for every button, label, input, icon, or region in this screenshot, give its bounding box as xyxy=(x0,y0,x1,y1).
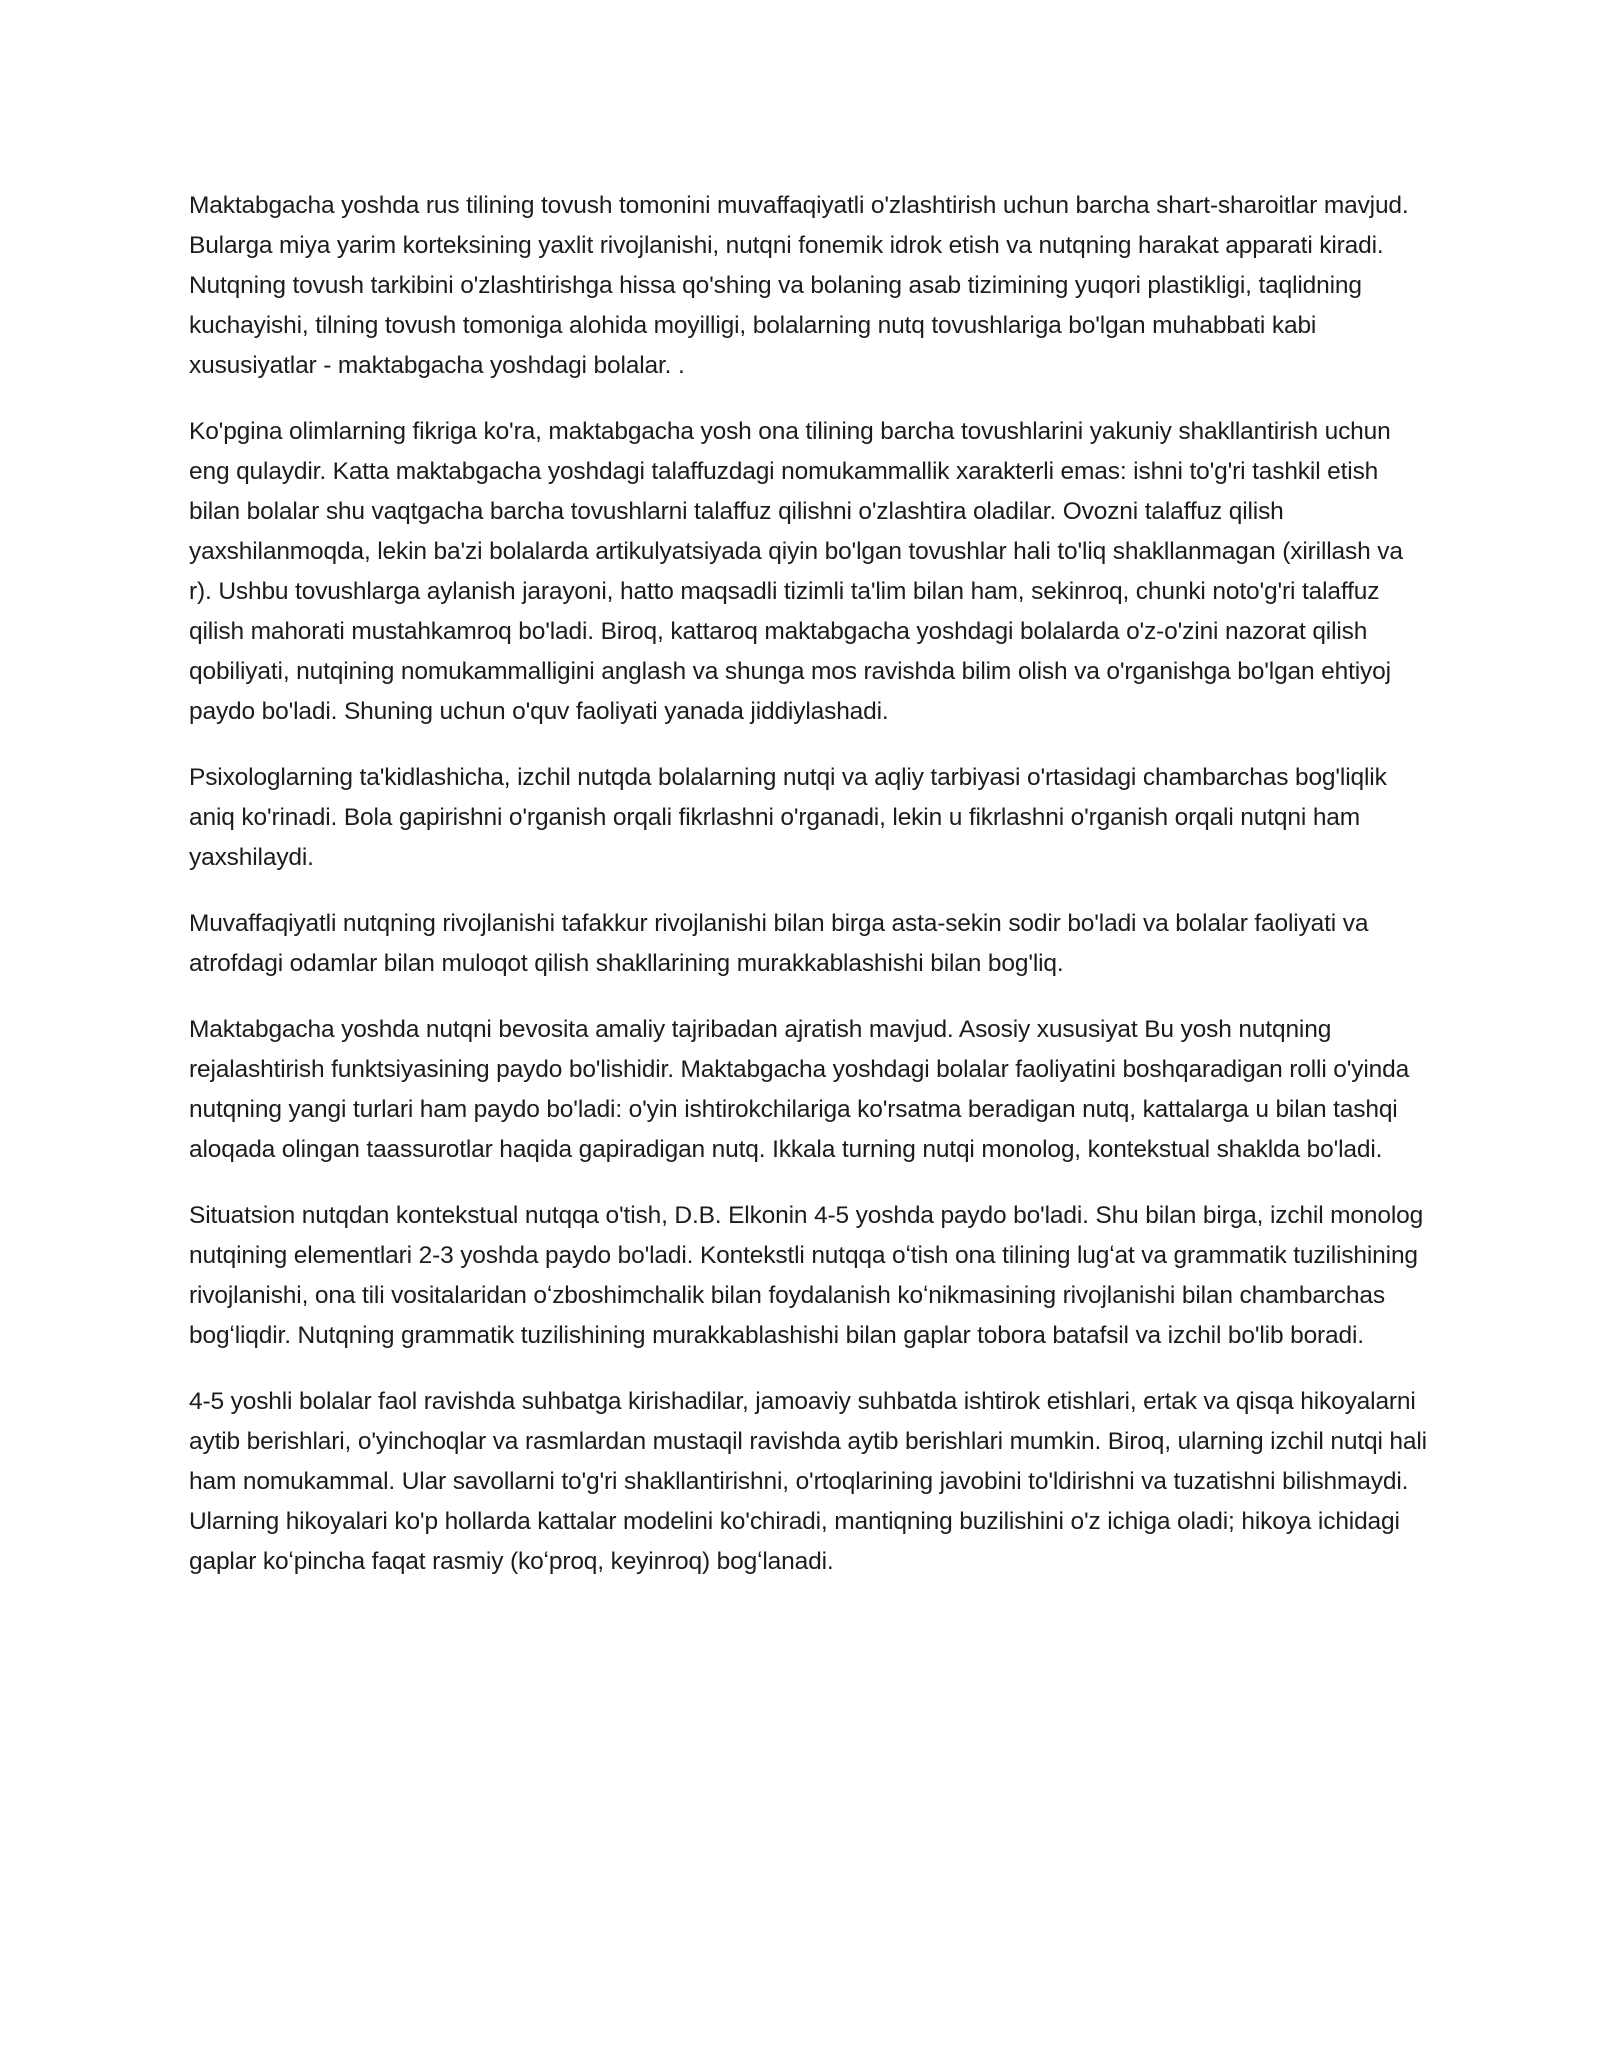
paragraph-4: Muvaffaqiyatli nutqning rivojlanishi tafakkur rivojlanishi bilan birga asta-sekin sodir bo'ladi va bolalar faoliyati va atrofdagi odamlar bilan muloqot qilish shakllarining murakkablashishi bilan bog'liq. xyxy=(189,910,1369,977)
paragraph-1: Maktabgacha yoshda rus tilining tovush tomonini muvaffaqiyatli o'zlashtirish uchun barcha shart-sharoitlar mavjud. Bularga miya yarim korteksining yaxlit rivojlanishi, nutqni fonemik idrok etish va nutqning harakat apparati kiradi. Nutqning tovush tarkibini o'zlashtirishga hissa qo'shing va bolaning asab tizimining yuqori plastikligi, taqlidning kuchayishi, tilning tovush tomoniga alohida moyilligi, bolalarning nutq tovushlariga bo'lgan muhabbati kabi xususiyatlar - maktabgacha yoshdagi bolalar. . xyxy=(189,192,1409,379)
paragraph-5: Maktabgacha yoshda nutqni bevosita amaliy tajribadan ajratish mavjud. Asosiy xususiyat Bu yosh nutqning rejalashtirish funktsiyasining paydo bo'lishidir. Maktabgacha yoshdagi bolalar faoliyatini boshqaradigan rolli o'yinda nutqning yangi turlari ham paydo bo'ladi: o'yin ishtirokchilariga ko'rsatma beradigan nutq, kattalarga u bilan tashqi aloqada olingan taassurotlar haqida gapiradigan nutq. Ikkala turning nutqi monolog, kontekstual shaklda bo'ladi. xyxy=(189,1016,1410,1163)
paragraph-6: Situatsion nutqdan kontekstual nutqqa o'tish, D.B. Elkonin 4-5 yoshda paydo bo'ladi. Shu bilan birga, izchil monolog nutqining elementlari 2-3 yoshda paydo bo'ladi. Kontekstli nutqqa oʻtish ona tilining lugʻat va grammatik tuzilishining rivojlanishi, ona tili vositalaridan oʻzboshimchalik bilan foydalanish koʻnikmasining rivojlanishi bilan chambarchas bogʻliqdir. Nutqning grammatik tuzilishining murakkablashishi bilan gaplar tobora batafsil va izchil bo'lib boradi. xyxy=(189,1202,1424,1349)
document-body xyxy=(189,186,1429,1608)
paragraph-2: Ko'pgina olimlarning fikriga ko'ra, maktabgacha yosh ona tilining barcha tovushlarini yakuniy shakllantirish uchun eng qulaydir. Katta maktabgacha yoshdagi talaffuzdagi nomukammallik xarakterli emas: ishni to'g'ri tashkil etish bilan bolalar shu vaqtgacha barcha tovushlarni talaffuz qilishni o'zlashtira oladilar. Ovozni talaffuz qilish yaxshilanmoqda, lekin ba'zi bolalarda artikulyatsiyada qiyin bo'lgan tovushlar hali to'liq shakllanmagan (xirillash va r). Ushbu tovushlarga aylanish jarayoni, hatto maqsadli tizimli ta'lim bilan ham, sekinroq, chunki noto'g'ri talaffuz qilish mahorati mustahkamroq bo'ladi. Biroq, kattaroq maktabgacha yoshdagi bolalarda o'z-o'zini nazorat qilish qobiliyati, nutqining nomukammalligini anglash va shunga mos ravishda bilim olish va o'rganishga bo'lgan ehtiyoj paydo bo'ladi. Shuning uchun o'quv faoliyati yanada jiddiylashadi. xyxy=(189,418,1403,725)
paragraph-7: 4-5 yoshli bolalar faol ravishda suhbatga kirishadilar, jamoaviy suhbatda ishtirok etishlari, ertak va qisqa hikoyalarni aytib berishlari, o'yinchoqlar va rasmlardan mustaqil ravishda aytib berishlari mumkin. Biroq, ularning izchil nutqi hali ham nomukammal. Ular savollarni to'g'ri shakllantirishni, o'rtoqlarining javobini to'ldirishni va tuzatishni bilishmaydi. Ularning hikoyalari ko'p hollarda kattalar modelini ko'chiradi, mantiqning buzilishini o'z ichiga oladi; hikoya ichidagi gaplar koʻpincha faqat rasmiy (koʻproq, keyinroq) bogʻlanadi. xyxy=(189,1388,1427,1575)
paragraph-3: Psixologlarning ta'kidlashicha, izchil nutqda bolalarning nutqi va aqliy tarbiyasi o'rtasidagi chambarchas bog'liqlik aniq ko'rinadi. Bola gapirishni o'rganish orqali fikrlashni o'rganadi, lekin u fikrlashni o'rganish orqali nutqni ham yaxshilaydi. xyxy=(189,764,1387,871)
